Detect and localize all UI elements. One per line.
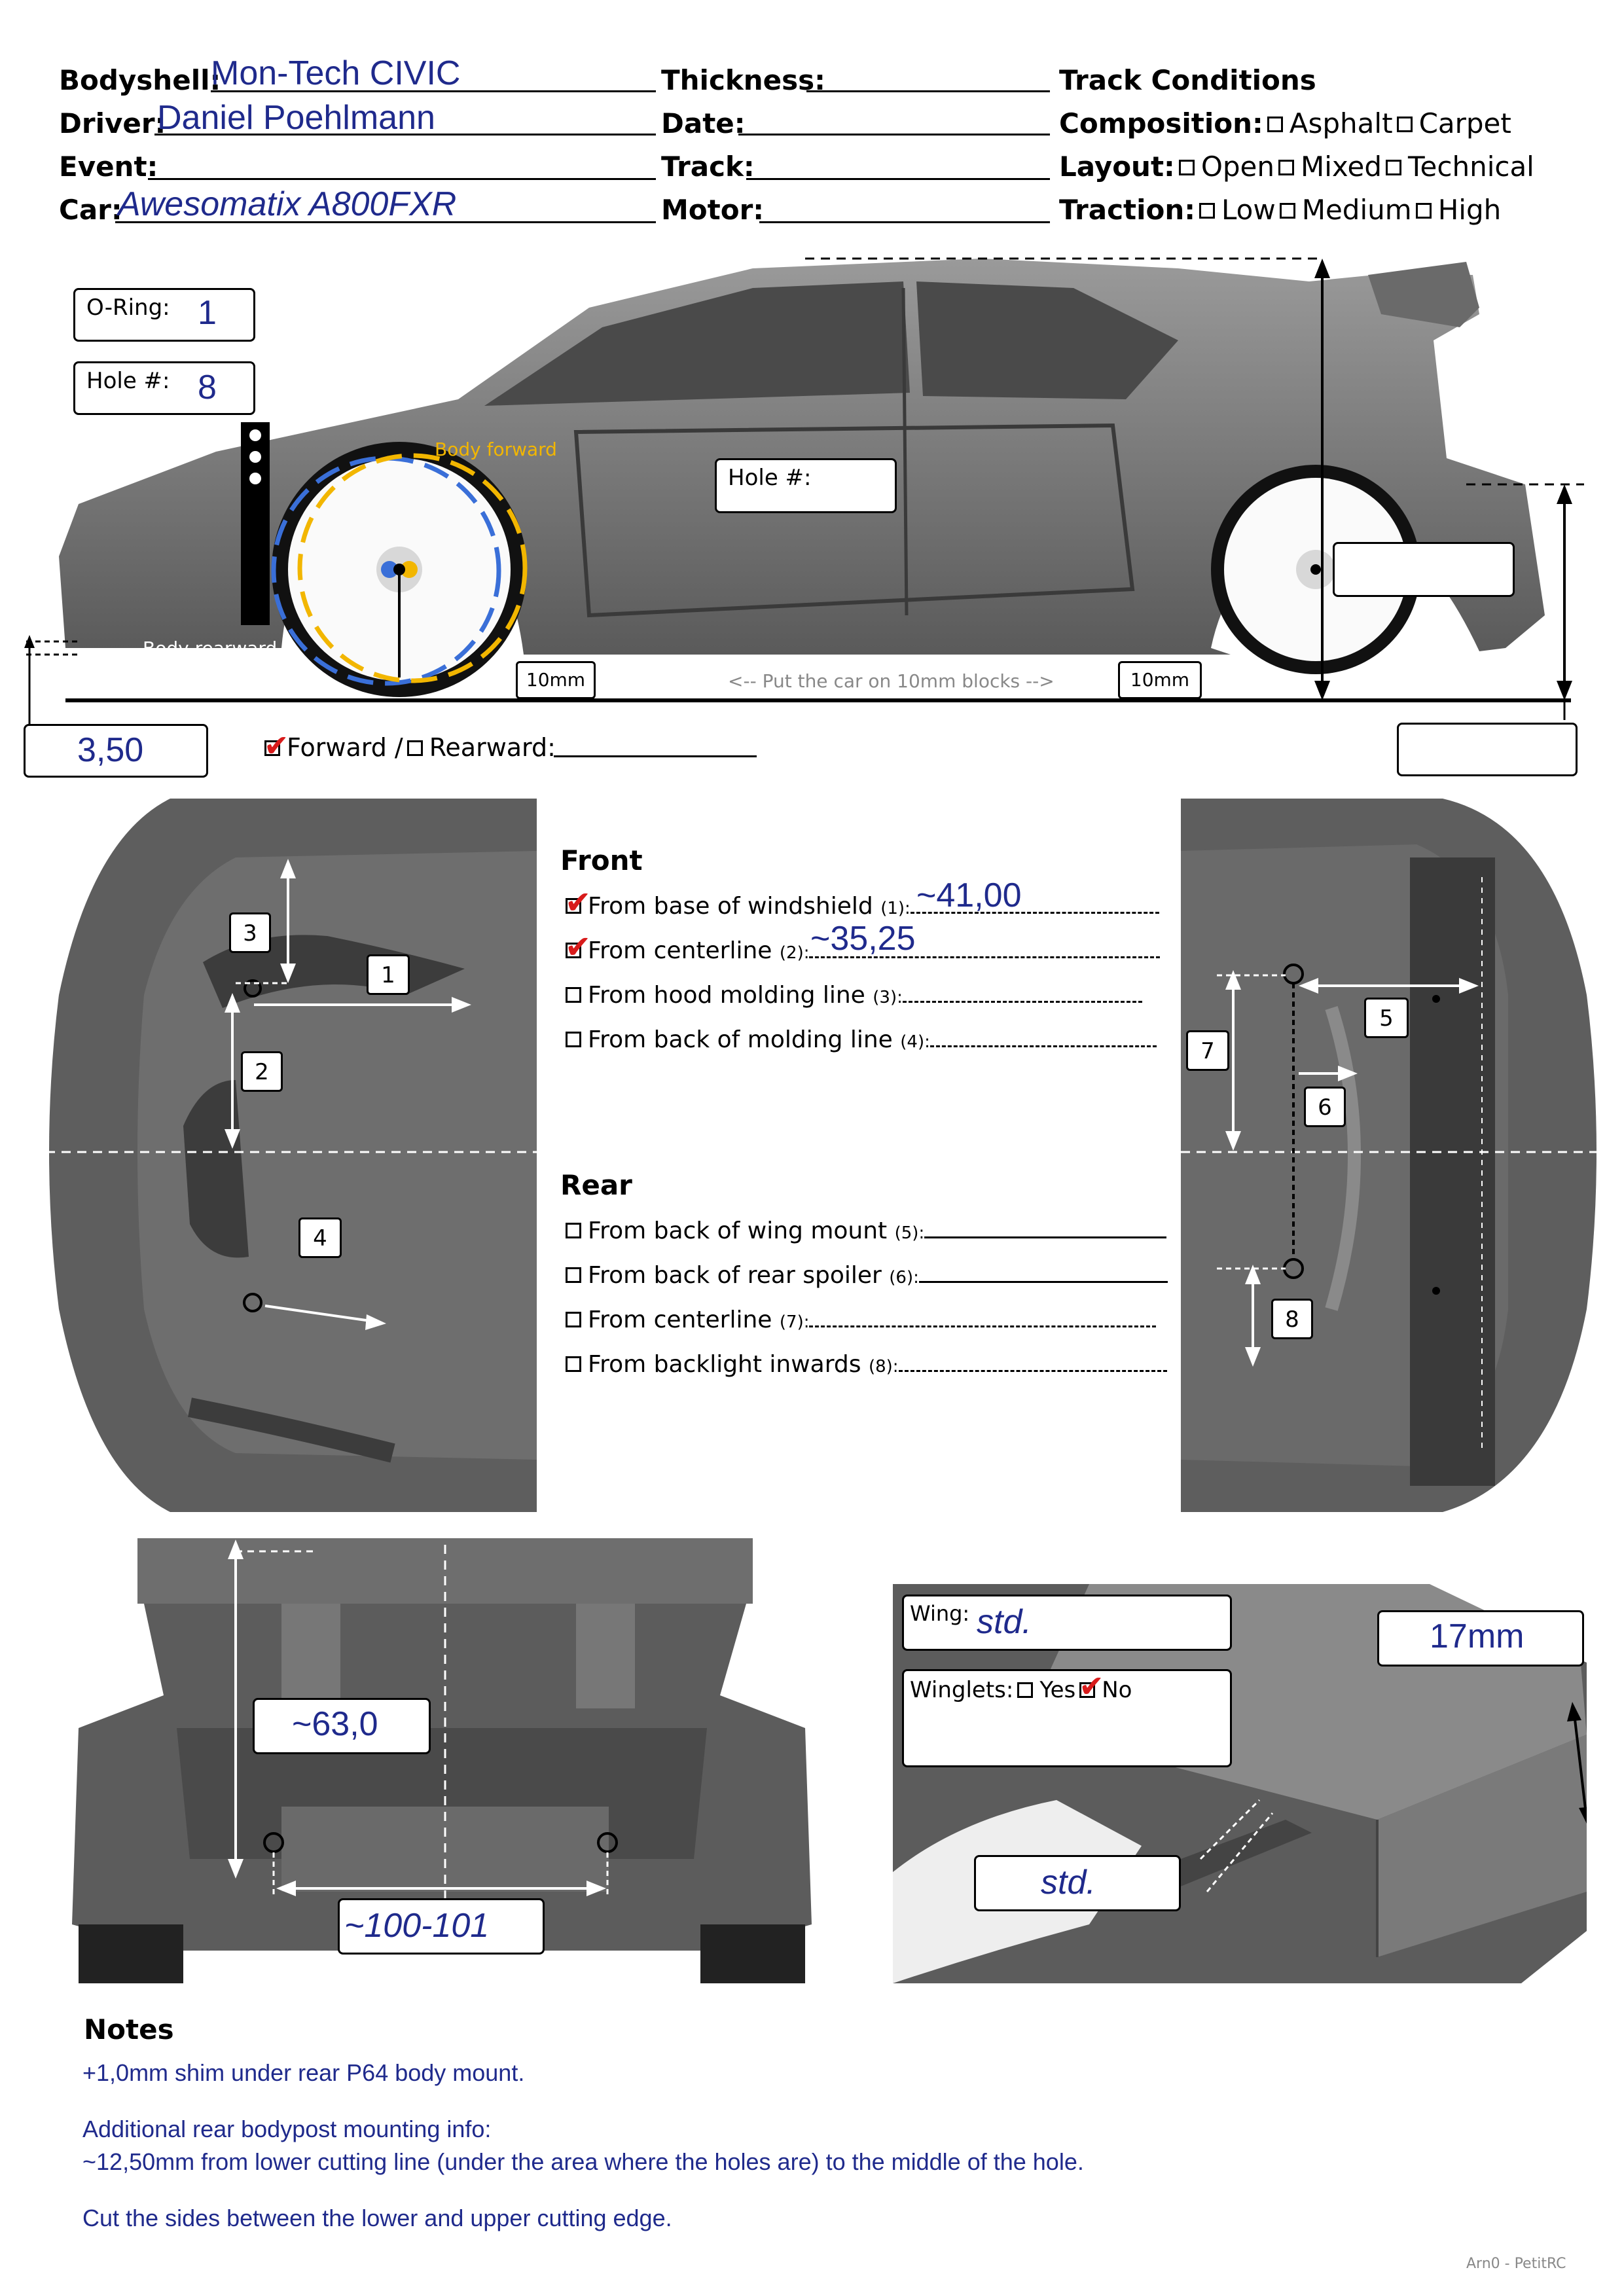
- carpet-option: Carpet: [1418, 107, 1511, 139]
- rear-height-value: ~63,0: [292, 1705, 378, 1743]
- rear-item-4-line[interactable]: [899, 1370, 1167, 1372]
- rear-item-3-line[interactable]: [809, 1325, 1156, 1327]
- rear-item-4: [562, 1351, 1167, 1378]
- wicker-value: std.: [1041, 1864, 1096, 1901]
- rear-item-2-num: (6):: [889, 1268, 919, 1288]
- front-item-4-line[interactable]: [930, 1045, 1157, 1047]
- rear-item-3-text: From centerline: [588, 1307, 772, 1333]
- driver-value[interactable]: Daniel Poehlmann: [157, 99, 435, 137]
- bodyshell-value[interactable]: Mon-Tech CIVIC: [211, 54, 461, 92]
- traction-label: Traction:: [1059, 194, 1196, 226]
- medium-option: Medium: [1301, 194, 1412, 226]
- rear-item-1: [562, 1217, 1166, 1244]
- front-item-3-text: From hood molding line: [588, 982, 865, 1009]
- note-line-1: +1,0mm shim under rear P64 body mount.: [82, 2059, 525, 2086]
- winglets-row: [910, 1668, 1132, 1704]
- block-instruction: <-- Put the car on 10mm blocks -->: [728, 670, 1055, 692]
- footer-credit: Arn0 - PetitRC: [1466, 2256, 1566, 2272]
- front-item-3-checkbox[interactable]: [566, 987, 581, 1003]
- ride-height-value: 3,50: [77, 731, 144, 769]
- body-rearward-label: Body rearward: [143, 638, 278, 659]
- rear-item-2-text: From back of rear spoiler: [588, 1262, 882, 1289]
- front-block-box: 10mm: [516, 661, 596, 699]
- winglets-yes-checkbox[interactable]: [1017, 1682, 1033, 1698]
- rear-height-box[interactable]: [1397, 723, 1578, 776]
- marker-3: 3: [229, 912, 271, 953]
- note-line-2: Additional rear bodypost mounting info:: [82, 2116, 492, 2142]
- front-item-1-num: (1):: [880, 899, 911, 918]
- marker-5: 5: [1364, 998, 1409, 1038]
- rear-item-2: [562, 1262, 1168, 1289]
- layout-label: Layout:: [1059, 151, 1175, 183]
- driver-label: Driver:: [59, 107, 166, 139]
- track-conditions-title: Track Conditions: [1059, 64, 1316, 96]
- note-line-4: Cut the sides between the lower and upper cutting edge.: [82, 2205, 672, 2231]
- oring-label: O-Ring:: [86, 295, 170, 321]
- rear-item-1-line[interactable]: [924, 1236, 1166, 1238]
- rear-hole-label: Hole #:: [728, 465, 812, 491]
- rear-top-view: [1181, 799, 1613, 1512]
- front-item-2-num: (2):: [779, 943, 810, 963]
- open-option: Open: [1200, 151, 1275, 183]
- front-title: Front: [560, 844, 643, 876]
- winglets-no-label: No: [1102, 1677, 1132, 1703]
- rear-item-3-checkbox[interactable]: [566, 1312, 581, 1327]
- rear-item-1-checkbox[interactable]: [566, 1223, 581, 1238]
- marker-7: 7: [1186, 1030, 1229, 1071]
- technical-option: Technical: [1408, 151, 1534, 183]
- body-forward-label: Body forward: [435, 439, 557, 460]
- rear-item-2-line[interactable]: [919, 1281, 1168, 1283]
- hole-label: Hole #:: [86, 368, 170, 394]
- front-item-3-line[interactable]: [903, 1001, 1142, 1003]
- front-item-1: [562, 884, 1159, 921]
- front-item-1-value: ~41,00: [916, 876, 1022, 914]
- rear-item-4-num: (8):: [868, 1357, 899, 1377]
- rearward-checkbox[interactable]: [407, 740, 423, 756]
- rear-item-3: [562, 1307, 1156, 1333]
- marker-2: 2: [241, 1051, 283, 1092]
- rearward-label: Rearward:: [429, 733, 556, 762]
- rear-value-box[interactable]: [1333, 542, 1515, 597]
- front-item-4-num: (4):: [900, 1032, 930, 1052]
- forward-checkbox[interactable]: ✔: [264, 727, 289, 763]
- marker-1: 1: [367, 954, 410, 995]
- rear-item-2-checkbox[interactable]: [566, 1267, 581, 1283]
- marker-4: 4: [298, 1217, 342, 1258]
- marker-8: 8: [1271, 1299, 1313, 1339]
- front-item-4-text: From back of molding line: [588, 1026, 893, 1053]
- rearward-line[interactable]: [554, 755, 757, 757]
- rear-item-3-num: (7):: [779, 1312, 810, 1332]
- car-label: Car:: [59, 194, 122, 226]
- front-item-4: [562, 1026, 1157, 1053]
- wing-label: Wing:: [910, 1601, 970, 1626]
- forward-rearward-row: [261, 727, 556, 763]
- front-item-2-checkbox[interactable]: ✔: [565, 929, 592, 965]
- wing-height-value: 17mm: [1430, 1617, 1525, 1655]
- note-line-3: ~12,50mm from lower cutting line (under the area where the holes are) to the middle of the hole.: [82, 2148, 1084, 2175]
- winglets-yes-label: Yes: [1039, 1677, 1076, 1703]
- front-item-4-checkbox[interactable]: [566, 1032, 581, 1047]
- bodyshell-label: Bodyshell:: [59, 64, 221, 96]
- composition-label: Composition:: [1059, 107, 1263, 139]
- wing-value: std.: [977, 1603, 1032, 1641]
- rear-title: Rear: [560, 1169, 632, 1201]
- front-item-2-value: ~35,25: [810, 920, 916, 958]
- track-label: Track:: [661, 151, 755, 183]
- date-label: Date:: [661, 107, 746, 139]
- front-item-1-text: From base of windshield: [588, 893, 873, 920]
- high-option: High: [1437, 194, 1502, 226]
- event-label: Event:: [59, 151, 158, 183]
- winglets-no-checkbox[interactable]: ✔: [1079, 1668, 1104, 1704]
- thickness-label: Thickness:: [661, 64, 825, 96]
- rear-item-4-checkbox[interactable]: [566, 1356, 581, 1372]
- rear-item-1-num: (5):: [894, 1223, 925, 1243]
- hole-value: 8: [198, 369, 217, 406]
- rear-item-1-text: From back of wing mount: [588, 1217, 888, 1244]
- marker-6: 6: [1304, 1087, 1346, 1127]
- front-item-3: [562, 982, 1142, 1009]
- rear-block-box: 10mm: [1118, 661, 1202, 699]
- low-option: Low: [1221, 194, 1276, 226]
- winglets-label: Winglets:: [910, 1677, 1014, 1703]
- front-item-3-num: (3):: [873, 988, 903, 1007]
- rear-width-value: ~100-101: [344, 1907, 490, 1945]
- car-value[interactable]: Awesomatix A800FXR: [118, 185, 457, 223]
- mixed-option: Mixed: [1301, 151, 1382, 183]
- oring-value: 1: [198, 294, 217, 332]
- notes-title: Notes: [84, 2013, 174, 2046]
- front-item-1-checkbox[interactable]: ✔: [565, 884, 592, 921]
- front-top-view: [39, 799, 537, 1512]
- front-item-2-text: From centerline: [588, 937, 772, 964]
- rear-item-4-text: From backlight inwards: [588, 1351, 861, 1378]
- asphalt-option: Asphalt: [1289, 107, 1393, 139]
- forward-label: Forward /: [287, 733, 403, 762]
- motor-label: Motor:: [661, 194, 765, 226]
